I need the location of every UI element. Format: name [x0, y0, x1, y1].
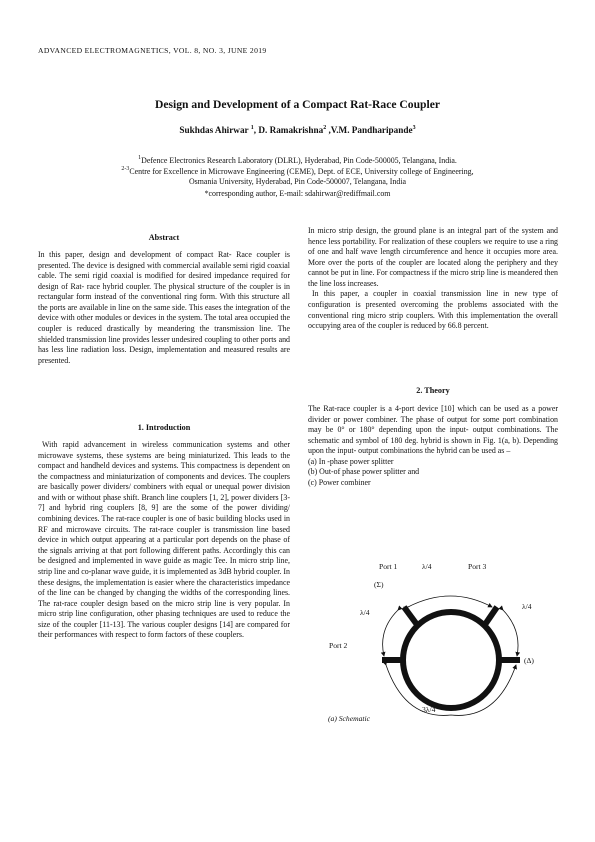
lambda-left-label: λ/4 [360, 608, 370, 617]
theory-body [308, 404, 558, 489]
left-quarter-wave-arrow [383, 610, 398, 656]
right-quarter-wave-arrow [503, 610, 518, 656]
intro-contribution-paragraph: In this paper, a coupler in coaxial transmission line in new type of configuration is presented overcoming the problems associated with the conventional ring micro strip couplers. With this implementation the overall occupying area of the coupler is reduced by 66.8 percent. [308, 289, 558, 331]
affiliation-text: Centre for Excellence in Microwave Engineering (CEME), Dept. of ECE, University college of Engineering, [129, 167, 474, 176]
author-name: Sukhdas Ahirwar [179, 125, 249, 135]
theory-list-item: (b) Out-of phase power splitter and [308, 467, 420, 477]
port-1-label: Port 1 [379, 562, 398, 571]
theory-list-item: (c) Power combiner [308, 478, 371, 488]
rat-race-schematic-figure [300, 555, 560, 735]
introduction-paragraph: With rapid advancement in wireless communication systems and other microwave systems, these systems are being miniaturized. This leads to the compact and handheld devices and systems. This compactness is dependent on the compactness and miniaturization of components and devices. The couplers are basically power dividers/ combiners with equal or unequal power division and with or without phase shift. Branch line couplers [1, 2], power dividers [3-7] and hybrid ring couplers [8, 9] are the some of the power dividing/ combining devices. The rat-race coupler is one of basic building blocks used in RF and microwave circuits. The rat-race coupler is transmission line based device in which output appearing at a particular port depends on the phase of the signals arriving at that port following different paths. Accordingly this can be designed and implemented in wave guide as magic Tee. In micro strip line, strip line and co-planar wave guide, it is implemented as 3dB hybrid coupler. In these designs, the implementation is easier where the characteristics impedance of the line can be changed by changing the widths of the corresponding lines. The rat-race coupler design based on the micro strip line is very popular. In micro strip line configuration, other phasing techniques are used to reduce the size of the coupler [11-13]. The various coupler designs [14] are compared for their performances with respect to form factors of these couplers. [38, 440, 290, 640]
lambda-top-label: λ/4 [422, 562, 432, 571]
author-list [0, 125, 595, 135]
right-column-intro [308, 226, 558, 332]
difference-port-label: (Δ) [524, 656, 534, 665]
author-affiliation-mark: 3 [412, 125, 416, 131]
theory-heading: 2. Theory [416, 386, 450, 395]
introduction-heading: 1. Introduction [137, 423, 191, 432]
top-quarter-wave-arrow [408, 596, 492, 607]
abstract-paragraph: In this paper, design and development of compact Rat- Race coupler is presented. The device is designed with commercial available semi rigid coaxial cable. The semi rigid coaxial is modified for desired impedance required for design of Rat- race hybrid coupler. The physical structure of the coupler is in rectangular form instead of the conventional ring form. With this structure all the ports are available in line on the same side. This eases the integration of the device with other modules or devices in the system. The total area occupied the coupler is reduced drastically by meandering the transmission line. The shielded transmission line provides lesser undesired coupling to other ports and has less line radiation loss. Design, implementation and measured results are presented. [38, 250, 290, 365]
sum-port-label: (Σ) [374, 580, 384, 589]
abstract-body [38, 250, 290, 366]
affiliation-text: Defence Electronics Research Laboratory (DLRL), Hyderabad, Pin Code-500005, Telangana, India. [141, 156, 457, 165]
port-3-label: Port 3 [468, 562, 487, 571]
corresponding-author: *corresponding author, E-mail: sdahirwar@rediffmail.com [204, 189, 391, 198]
port-1-stub [404, 607, 418, 626]
lambda-bottom-label: 3λ/4 [422, 705, 436, 714]
port-4-label-fragment: P [493, 675, 498, 684]
author-name: , D. Ramakrishna [253, 125, 324, 135]
port-2-label: Port 2 [329, 641, 348, 650]
figure-caption: (a) Schematic [328, 714, 370, 723]
lambda-right-label: λ/4 [522, 602, 532, 611]
author-affiliation-mark: 1 [250, 125, 254, 131]
paper-title: Design and Development of a Compact Rat-Race Coupler [155, 98, 440, 111]
intro-continuation-paragraph: In micro strip design, the ground plane is an integral part of the system and hence less portability. For realization of these couplers we require to use a ring of one and half wave length circumference and hence it occupies more area. More over the ports of the coupler are located along the periphery and they cannot be put in line. For compactness if the micro strip line is meandered then the line loss increases. [308, 226, 558, 288]
theory-list-item: (a) In -phase power splitter [308, 456, 394, 466]
introduction-body [38, 440, 290, 641]
theory-paragraph: The Rat-race coupler is a 4-port device [10] which can be used as a power divider or power combiner. The phase of output for some port combination may be 0° or 180° depending upon the input- output combinations. The schematic and symbol of 180 deg. hybrid is shown in Fig. 1(a, b). Depending upon the input- output combinations the hybrid can be used as – [308, 404, 558, 456]
port-3-stub [484, 607, 497, 626]
affiliation-2-3-line2: Osmania University, Hyderabad, Pin Code-500007, Telangana, India [188, 177, 407, 186]
author-affiliation-mark: 2 [323, 125, 327, 131]
abstract-heading: Abstract [148, 233, 180, 242]
affiliation-mark: 1 [138, 155, 142, 161]
running-head: ADVANCED ELECTROMAGNETICS, VOL. 8, NO. 3, JUNE 2019 [38, 46, 267, 55]
author-name: ,V.M. Pandharipande [328, 125, 413, 135]
affiliation-mark: 2-3 [121, 166, 130, 172]
